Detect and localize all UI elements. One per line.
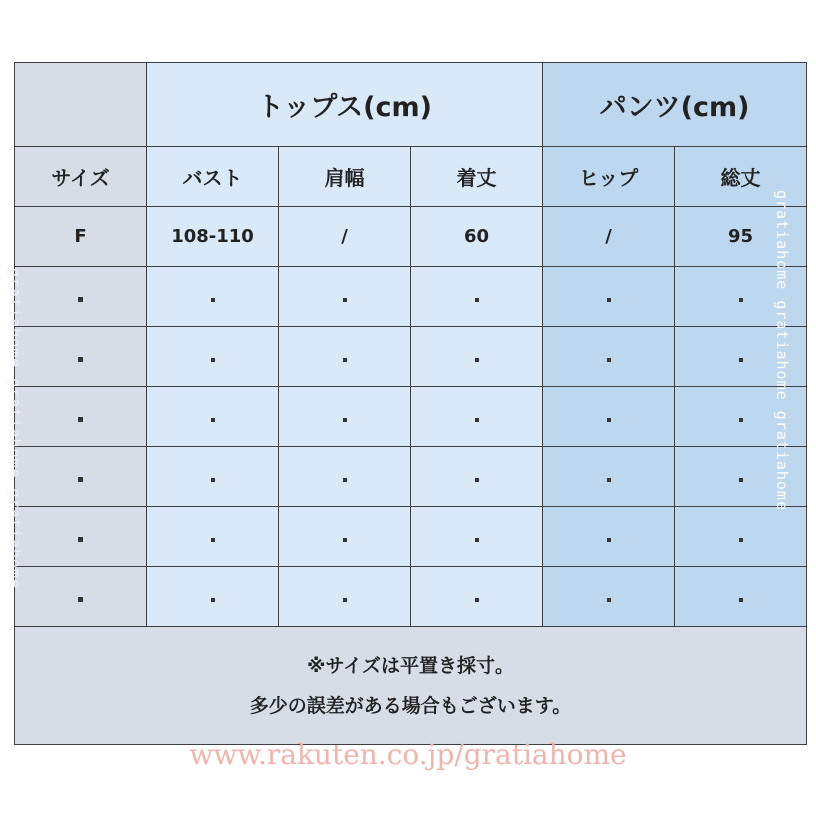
placeholder-dot	[147, 267, 279, 327]
placeholder-dot	[543, 447, 675, 507]
empty-table-row	[15, 327, 807, 387]
note-row	[15, 627, 807, 745]
placeholder-dot	[543, 327, 675, 387]
empty-table-row	[15, 387, 807, 447]
placeholder-dot	[411, 567, 543, 627]
placeholder-dot	[147, 447, 279, 507]
placeholder-dot	[543, 387, 675, 447]
placeholder-dot	[279, 327, 411, 387]
column-header-row	[15, 147, 807, 207]
corner-cell	[15, 63, 147, 147]
placeholder-dot	[543, 267, 675, 327]
bust-header: バスト	[147, 147, 279, 207]
empty-table-row	[15, 447, 807, 507]
length-header: 着丈	[411, 147, 543, 207]
placeholder-dot	[675, 567, 807, 627]
placeholder-dot	[411, 267, 543, 327]
empty-table-row	[15, 507, 807, 567]
length-cell: 60	[411, 207, 543, 267]
shoulder-cell: /	[279, 207, 411, 267]
placeholder-dot	[543, 567, 675, 627]
placeholder-dot	[15, 327, 147, 387]
placeholder-dot	[411, 387, 543, 447]
empty-table-row	[15, 567, 807, 627]
placeholder-dot	[15, 567, 147, 627]
vertical-watermark-right: gratiahome gratiahome gratiahome	[773, 190, 791, 511]
url-watermark: www.rakuten.co.jp/gratiahome	[189, 738, 627, 771]
measurement-note	[15, 627, 807, 745]
vertical-watermark-left: gratiahome gratiahome gratiahome	[6, 268, 24, 589]
placeholder-dot	[279, 567, 411, 627]
note-line-1: ※サイズは平置き採寸。	[307, 654, 514, 677]
placeholder-dot	[411, 447, 543, 507]
placeholder-dot	[279, 447, 411, 507]
hip-header: ヒップ	[543, 147, 675, 207]
size-cell: F	[15, 207, 147, 267]
placeholder-dot	[411, 507, 543, 567]
placeholder-dot	[15, 387, 147, 447]
placeholder-dot	[15, 447, 147, 507]
size-header: サイズ	[15, 147, 147, 207]
total-length-header: 総丈	[675, 147, 807, 207]
placeholder-dot	[279, 387, 411, 447]
group-header-row	[15, 63, 807, 147]
placeholder-dot	[15, 267, 147, 327]
placeholder-dot	[411, 327, 543, 387]
bust-cell: 108-110	[147, 207, 279, 267]
shoulder-header: 肩幅	[279, 147, 411, 207]
total-length-cell: 95	[675, 207, 807, 267]
placeholder-dot	[543, 507, 675, 567]
placeholder-dot	[675, 507, 807, 567]
tops-group-header: トップス(cm)	[147, 63, 543, 147]
placeholder-dot	[147, 387, 279, 447]
size-chart-table	[14, 62, 807, 745]
placeholder-dot	[147, 507, 279, 567]
placeholder-dot	[279, 267, 411, 327]
placeholder-dot	[147, 327, 279, 387]
placeholder-dot	[15, 507, 147, 567]
placeholder-dot	[147, 567, 279, 627]
empty-table-row	[15, 267, 807, 327]
pants-group-header: パンツ(cm)	[543, 63, 807, 147]
placeholder-dot	[279, 507, 411, 567]
hip-cell: /	[543, 207, 675, 267]
note-line-2: 多少の誤差がある場合もございます。	[249, 694, 572, 717]
table-row	[15, 207, 807, 267]
